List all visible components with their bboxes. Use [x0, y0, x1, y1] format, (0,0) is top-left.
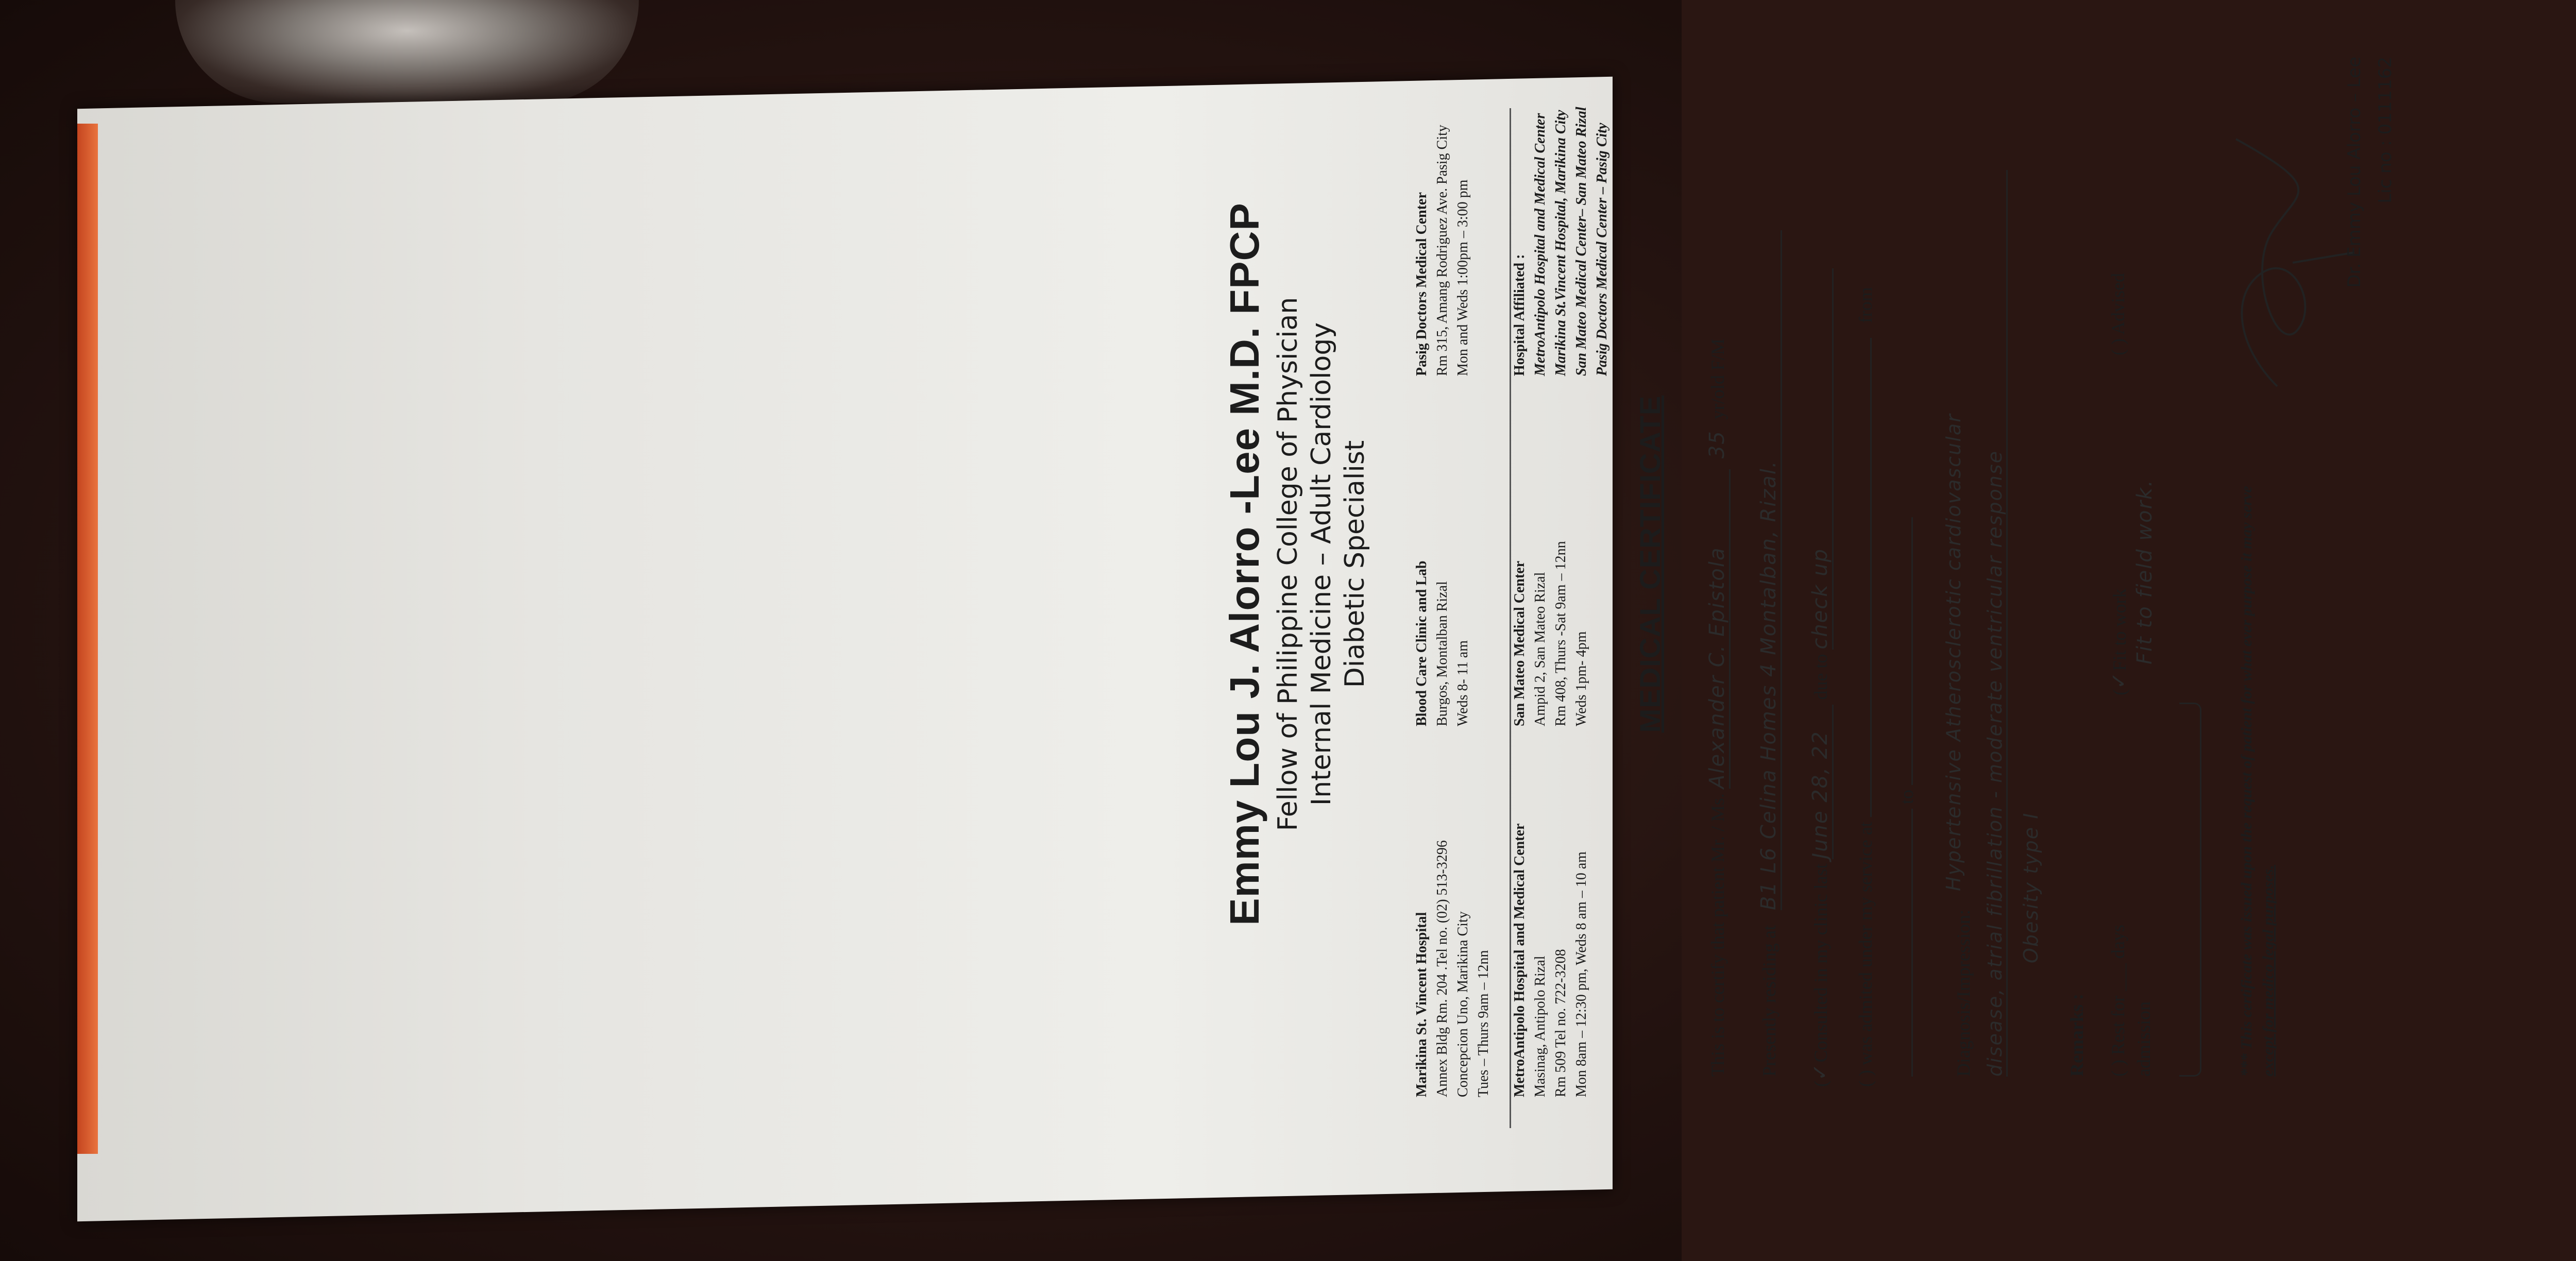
footnote-line-1: *** This certificate was issued upon the request of patient for what ever purpose it may serve [2238, 486, 2255, 1077]
affiliated-title: Hospital Affiliated : [1512, 254, 1528, 376]
clinic-metroantipolo [1510, 778, 1592, 1097]
clinic-line: Rm 408, Thurs -Sat 9am – 12nn [1553, 541, 1569, 726]
residing-label: Presently residing at [1759, 925, 1780, 1077]
clinic-line: Mon and Weds 1:00pm – 3:00 pm [1455, 179, 1471, 376]
clinic-line: Rm 315, Amang Rodriguez Ave. Pasig City [1434, 125, 1450, 376]
patient-address: B1 L6 Celina Homes 4 Montalban, Rizal. [1757, 230, 1782, 910]
from-label: from [1855, 287, 1876, 323]
clinic-name: Marikina St. Vincent Hospital [1414, 912, 1430, 1097]
doctor-name: Emmy Lou J. Alorro -Lee M.D. FPCP [1222, 202, 1267, 926]
clinic-line: Weds 8- 11 am [1455, 640, 1471, 726]
license-number: Lic no : 0111162 [2375, 57, 2396, 203]
clinic-line: Concepcion Uno, Marikina City [1455, 911, 1471, 1097]
clinic-line: Annex Bldg Rm. 204 .Tel no. (02) 513-3296 [1434, 840, 1450, 1097]
diagnosis-line-2: disease, atrial fibrillation - moderate ventricular response [1984, 170, 2008, 1077]
clinic-name: MetroAntipolo Hospital and Medical Center [1512, 823, 1528, 1097]
due-to-reason: check up [1808, 268, 1834, 650]
paper-red-edge [77, 124, 98, 1154]
fit-checkmark: ✓ [2107, 671, 2131, 689]
consult-label: Consulted in my clinic last [1810, 863, 1831, 1063]
to-label: to [1896, 789, 1917, 804]
diagnosis-line-3: Obesity type I [2020, 812, 2042, 963]
consult-checkmark: ✓ [1808, 1062, 1832, 1081]
clinic-line: Tues – Thurs 9am – 12nn [1476, 950, 1492, 1097]
footnote-line-2: except for medico legal purposes. [2260, 865, 2277, 1077]
certify-line [1705, 338, 1731, 1077]
to-date-blank [1911, 517, 1913, 785]
due-to-label: due to [1810, 654, 1831, 700]
affiliated-item: Marikina St.Vincent Hospital, Marikina City [1553, 110, 1569, 376]
fit-label: Fit to work [2109, 588, 2130, 671]
doctor-signature [2215, 118, 2360, 407]
clinic-name: Pasig Doctors Medical Center [1414, 192, 1430, 376]
age-suffix: yr/old F/M [1707, 338, 1728, 420]
clinic-name: San Mateo Medical Center [1512, 560, 1528, 726]
clinic-line: Masinag, Antipolo Rizal [1532, 956, 1548, 1097]
admitted-line [1855, 287, 1876, 1087]
clinic-line: Mon 8am – 12:30 pm, Weds 8 am – 10 am [1573, 851, 1589, 1097]
clinic-line: Burgos, Montalban Rizal [1434, 581, 1450, 726]
from-date-blank [1911, 809, 1913, 1077]
to-line [1896, 517, 1918, 1077]
affiliated-item: San Mateo Medical Center– San Mateo Rizal [1573, 107, 1589, 376]
advised-option: ( ) Advised [2108, 273, 2128, 355]
admission-blank-bracket [2179, 703, 2201, 1077]
doctor-subspecialty: Diabetic Specialist [1340, 440, 1370, 688]
clinic-sanmateo [1510, 407, 1592, 726]
clinic-line: Ampid 2, San Mateo Rizal [1532, 572, 1548, 726]
consult-open-paren: ( [1810, 1081, 1831, 1087]
certificate-page [1211, 10, 2576, 1118]
affiliated-item: MetroAntipolo Hospital and Medical Center [1532, 113, 1548, 376]
clinic-name: Blood Care Clinic and Lab [1414, 560, 1430, 726]
clinic-marikina [1412, 778, 1494, 1097]
diagnosis-label: Diagnosis/Impression: [1953, 910, 1974, 1077]
doctor-fellowship: Fellow of Philippine College of Physician [1273, 297, 1303, 831]
patient-age: 35 [1705, 430, 1729, 459]
fit-note: Fit to field work. [2133, 479, 2157, 664]
hospital-affiliated [1510, 57, 1613, 376]
admitted-label: ( ) was admited under my service at [1855, 822, 1876, 1087]
doctor-specialty: Internal Medicine – Adult Cardiology [1306, 322, 1337, 806]
admitted-place-blank [1870, 338, 1872, 817]
consult-date: June 28, 22 [1808, 705, 1834, 859]
remarks-label: Remarks : [2066, 994, 2087, 1077]
diagnosis-line-1: Hypertensive Atherosclerotic cardiovascular [1942, 413, 1965, 891]
admission-label: admission [2133, 1001, 2154, 1077]
rest-for-option: ( ) Rest for ___ days [2108, 925, 2128, 1077]
clinic-line: Weds 1pm- 4pm [1573, 631, 1589, 726]
certify-prefix: This is to certify that patient Mr. / Ms. [1707, 793, 1728, 1077]
clinic-bloodcare [1412, 407, 1473, 726]
clinic-pasig [1412, 57, 1473, 376]
clinic-line: Rm 509 Tel no. 722-3208 [1553, 949, 1569, 1097]
patient-name: Alexander C. Epistola [1705, 469, 1731, 789]
certificate-title: MEDICAL CERTIFICATE [1634, 395, 1666, 733]
fit-to-work-option [2107, 588, 2131, 695]
consult-line [1808, 268, 1834, 1087]
signatory-name: Dr. Emmy Lou Alorro – Lee [2344, 57, 2365, 288]
affiliated-item: Pasig Doctors Medical Center – Pasig City [1594, 123, 1610, 376]
residing-line [1757, 230, 1782, 1077]
fit-open-paren: ( [2109, 689, 2130, 695]
